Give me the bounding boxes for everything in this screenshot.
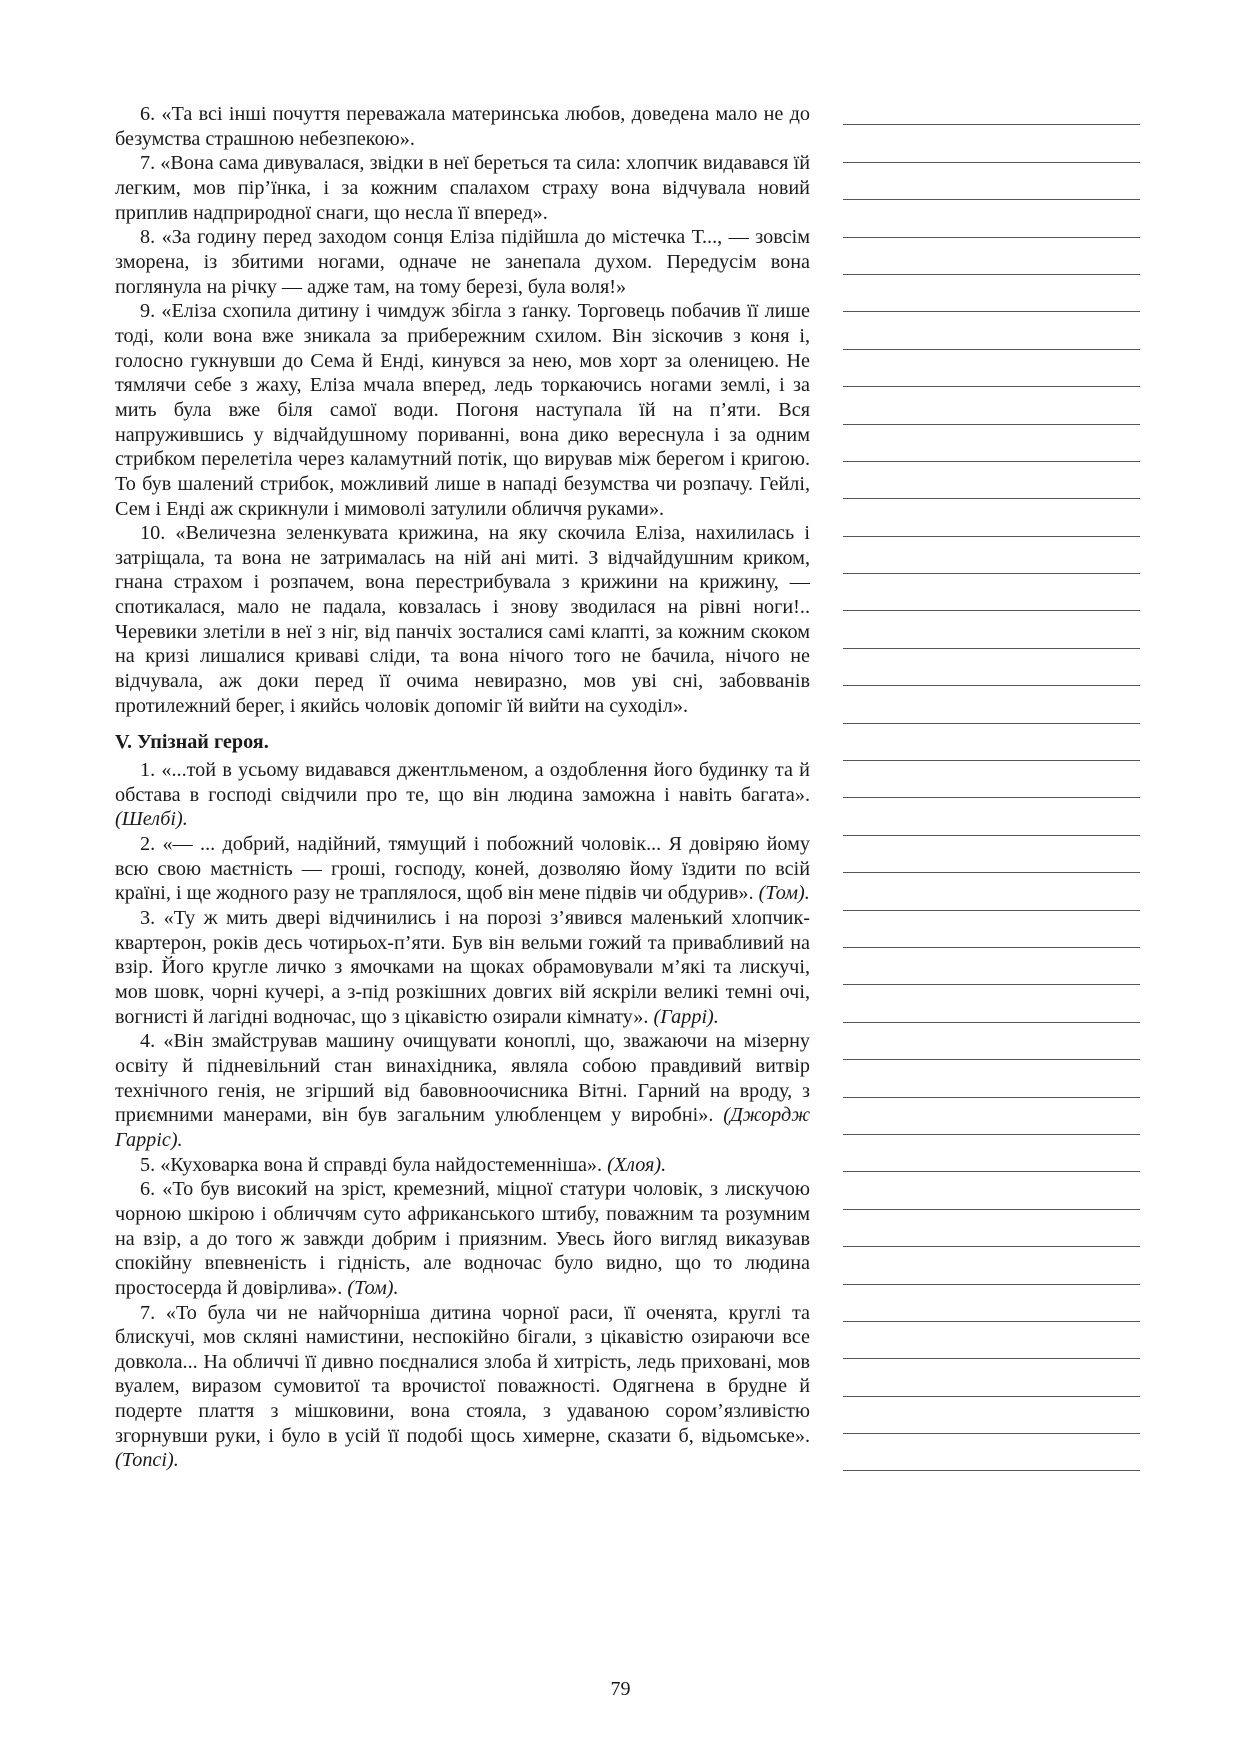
- answer-line[interactable]: [843, 836, 1140, 873]
- hero-answer: (Топсі).: [115, 1449, 179, 1472]
- hero-item-text: 4. «Він змайстрував машину очищувати коноплі, що, зважаючи на мізерну освіту й підневільний стан винахідника, являла собою правдивий витвір технічного генія, не згірший від бавовноочисника Вітні. Гарний на вроду, з приємними манерами, він був загальним улюбленцем у виробні».: [115, 1030, 810, 1127]
- answer-line[interactable]: [843, 163, 1140, 200]
- answer-line[interactable]: [843, 985, 1140, 1022]
- section-heading: V. Упізнай героя.: [115, 731, 269, 754]
- answer-line[interactable]: [843, 649, 1140, 686]
- hero-item-3: [115, 906, 810, 1029]
- hero-item-4: [115, 1029, 810, 1152]
- answer-line[interactable]: [843, 350, 1140, 387]
- answer-line[interactable]: [843, 761, 1140, 798]
- hero-item-2: [115, 832, 810, 906]
- answer-line[interactable]: [843, 537, 1140, 574]
- hero-answer: (Том).: [347, 1276, 399, 1299]
- answer-line[interactable]: [843, 88, 1140, 125]
- answer-line[interactable]: [843, 798, 1140, 835]
- quote-paragraph-8: 8. «За годину перед заходом сонця Еліза підійшла до містечка Т..., — зовсім зморена, із збитими ногами, одначе не занепала духом. Передусім вона поглянула на річку — адже там, на тому березі, була воля!»: [115, 226, 810, 298]
- answer-line[interactable]: [843, 948, 1140, 985]
- hero-item-6: [115, 1177, 810, 1300]
- answer-line[interactable]: [843, 873, 1140, 910]
- answer-line[interactable]: [843, 1172, 1140, 1209]
- answer-line[interactable]: [843, 1285, 1140, 1322]
- hero-item-text: 2. «— ... добрий, надійний, тямущий і побожний чоловік... Я довіряю йому всю свою маєтність — гроші, господу, коней, дозволяю йому їздити по всій країні, і ще жодного разу не траплялося, щоб він мене підвів чи обдурив».: [115, 833, 810, 905]
- answer-line[interactable]: [843, 611, 1140, 648]
- answer-line[interactable]: [843, 312, 1140, 349]
- hero-answer: (Том).: [758, 882, 810, 905]
- hero-item-text: 6. «То був високий на зріст, кремезний, міцної статури чоловік, з лискучою чорною шкірою і обличчям суто африканського штибу, поважним та розумним на взір, а до того ж завжди добрим і приязним. Увесь його вигляд виказував спокійну впевненість і гідність, але водночас було видно, що то людина простосерда й довірлива».: [115, 1178, 810, 1299]
- hero-item-5: [115, 1153, 810, 1178]
- answer-line[interactable]: [843, 238, 1140, 275]
- answer-line[interactable]: [843, 275, 1140, 312]
- answer-line[interactable]: [843, 1210, 1140, 1247]
- answer-line[interactable]: [843, 1135, 1140, 1172]
- hero-answer: (Джордж Гарріс).: [115, 1104, 810, 1151]
- page-number: 79: [610, 1678, 631, 1700]
- hero-answer: (Шелбі).: [115, 808, 188, 831]
- hero-item-text: 3. «Ту ж мить двері відчинились і на порозі з’явився маленький хлопчик-квартерон, років десь чотирьох-п’яти. Був він вельми гожий та привабливий на взір. Його кругле личко з ямочками на щоках обрамовували м’які та лискучі, мов шовк, чорні кучері, а з-під розкішних довгих вій яскріли великі темні очі, вогнисті й лагідні водночас, що з цікавістю озирали кімнату».: [115, 907, 810, 1028]
- answer-line[interactable]: [843, 425, 1140, 462]
- hero-answer: (Гаррі).: [653, 1005, 719, 1028]
- answer-lines-column: [843, 88, 1140, 1471]
- answer-line[interactable]: [843, 724, 1140, 761]
- answer-line[interactable]: [843, 125, 1140, 162]
- hero-item-text: 7. «То була чи не найчорніша дитина чорної раси, її оченята, круглі та блискучі, мов скляні намистини, неспокійно бігали, з цікавістю озираючи все довкола... На обличчі її дивно поєдналися злоба й хитрість, ледь приховані, мов вуалем, виразом сумовитої та врочистої поважності. Одягнена в брудне й подерте плаття з мішковини, вона стояла, з удаваною сором’язливістю згорнувши руки, і було в усій її подобі щось химерне, сказати б, відьомське».: [115, 1301, 810, 1447]
- answer-line[interactable]: [843, 1434, 1140, 1471]
- quote-paragraph-7: 7. «Вона сама дивувалася, звідки в неї береться та сила: хлопчик видавався їй легким, мов пір’їнка, і за кожним спалахом страху вона відчувала новий приплив надприродної снаги, що несла її вперед».: [115, 152, 810, 224]
- hero-answer: (Хлоя).: [607, 1153, 667, 1176]
- main-text-column: [115, 102, 810, 1473]
- answer-line[interactable]: [843, 574, 1140, 611]
- answer-line[interactable]: [843, 499, 1140, 536]
- answer-line[interactable]: [843, 1359, 1140, 1396]
- hero-item-1: [115, 758, 810, 832]
- answer-line[interactable]: [843, 462, 1140, 499]
- answer-line[interactable]: [843, 387, 1140, 424]
- answer-line[interactable]: [843, 1098, 1140, 1135]
- answer-line[interactable]: [843, 1023, 1140, 1060]
- answer-line[interactable]: [843, 1247, 1140, 1284]
- hero-item-text: 5. «Куховарка вона й справді була найдостеменніша».: [140, 1153, 608, 1176]
- answer-line[interactable]: [843, 686, 1140, 723]
- hero-item-text: 1. «...той в усьому видавався джентльменом, а оздоблення його будинку та й обстава в господі свідчили про те, що він людина заможна і навіть багата».: [115, 759, 810, 806]
- answer-line[interactable]: [843, 200, 1140, 237]
- answer-line[interactable]: [843, 1322, 1140, 1359]
- quote-paragraph-9: 9. «Еліза схопила дитину і чимдуж збігла з ґанку. Торговець побачив її лише тоді, коли вона вже зникала за прибережним схилом. Він зіскочив з коня і, голосно гукнувши до Сема й Енді, кинувся за нею, мов хорт за оленицею. Не тямлячи себе з жаху, Еліза мчала вперед, ледь торкаючись ногами землі, і за мить була вже біля самої води. Погоня наступала їй на п’яти. Вся напружившись у відчайдушному пориванні, вона дико вереснула і за одним стрибком перелетіла через каламутний потік, що вирував між берегом і кригою. То був шалений стрибок, можливий лише в нападі безумства чи розпачу. Гейлі, Сем і Енді аж скрикнули і мимоволі затулили обличчя руками».: [115, 300, 810, 520]
- quote-paragraph-6: 6. «Та всі інші почуття переважала материнська любов, доведена мало не до безумства страшною небезпекою».: [115, 103, 810, 150]
- answer-line[interactable]: [843, 911, 1140, 948]
- quote-paragraph-10: 10. «Величезна зеленкувата крижина, на яку скочила Еліза, нахилилась і затріщала, та вона не затрималась на ній ані миті. З відчайдушним криком, гнана страхом і розпачем, вона перестрибувала з крижини на крижину, — спотикалася, мало не падала, ковзалась і знову зводилася на рівні ноги!.. Черевики злетіли в неї з ніг, від панчіх зосталися самі клапті, за кожним скоком на кризі лишалися криваві сліди, та вона нічого того не бачила, нічого не відчувала, аж доки перед її очима невиразно, мов уві сні, забовванів протилежний берег, і якийсь чоловік допоміг їй вийти на суходіл».: [115, 522, 810, 717]
- answer-line[interactable]: [843, 1060, 1140, 1097]
- answer-line[interactable]: [843, 1397, 1140, 1434]
- hero-item-7: [115, 1301, 810, 1474]
